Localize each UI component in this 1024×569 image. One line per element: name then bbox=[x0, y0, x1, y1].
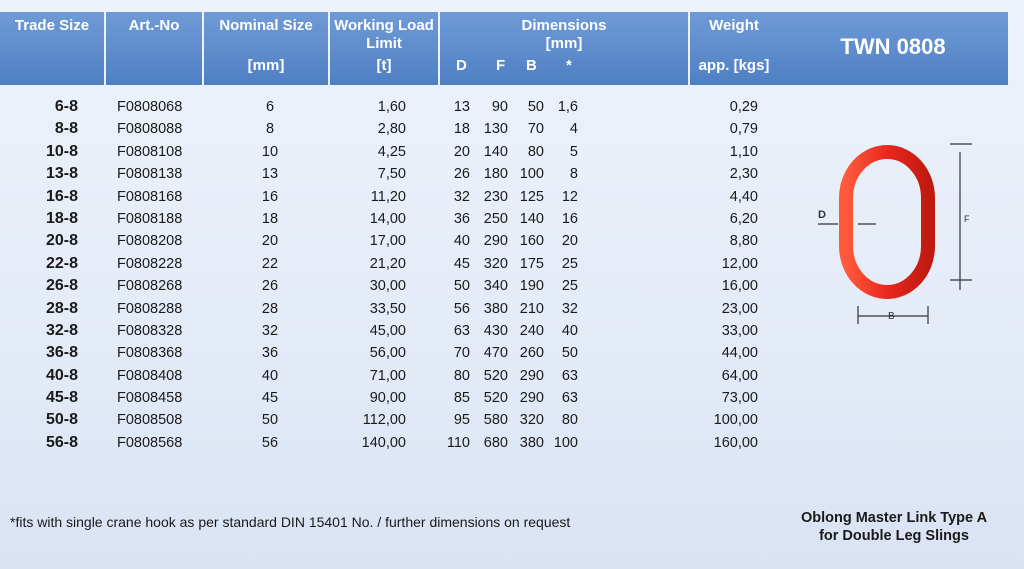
dim-f-cell: 230 bbox=[483, 188, 508, 205]
wll-cell: 1,60 bbox=[377, 99, 406, 115]
dim-b-cell: 80 bbox=[527, 143, 544, 160]
dim-d-cell: 80 bbox=[453, 367, 470, 384]
wll-cell: 21,20 bbox=[369, 255, 406, 272]
table-row bbox=[0, 298, 778, 320]
header-wll-unit: [t] bbox=[376, 57, 392, 74]
trade-size-cell: 45-8 bbox=[45, 389, 78, 407]
wll-cell: 71,00 bbox=[369, 367, 406, 384]
weight-cell: 0,29 bbox=[729, 99, 758, 115]
weight-cell: 33,00 bbox=[721, 322, 758, 339]
art-no-cell: F0808458 bbox=[117, 390, 183, 407]
dim-star-cell: 25 bbox=[561, 278, 578, 295]
weight-cell: 16,00 bbox=[721, 278, 758, 295]
table-row bbox=[0, 387, 778, 409]
table-row bbox=[0, 186, 778, 208]
header-dim-d: D bbox=[456, 57, 467, 74]
header-dimensions-unit: [mm] bbox=[545, 35, 583, 52]
dim-f-cell: 380 bbox=[483, 300, 508, 317]
trade-size-cell: 36-8 bbox=[45, 344, 78, 362]
dim-f-cell: 140 bbox=[483, 143, 508, 160]
art-no-cell: F0808208 bbox=[117, 233, 183, 250]
nominal-size-cell: 40 bbox=[261, 367, 279, 384]
table-row bbox=[0, 320, 778, 342]
trade-size-cell: 32-8 bbox=[45, 321, 78, 339]
dim-f-cell: 180 bbox=[483, 166, 508, 183]
art-no-cell: F0808108 bbox=[117, 143, 183, 160]
dim-f-cell: 580 bbox=[483, 412, 508, 429]
dimension-d-label: D bbox=[818, 209, 826, 221]
table-row bbox=[0, 342, 778, 364]
dimension-f-label: F bbox=[964, 214, 970, 224]
weight-cell: 12,00 bbox=[721, 255, 758, 272]
trade-size-cell: 20-8 bbox=[45, 232, 78, 250]
dim-d-cell: 110 bbox=[446, 434, 470, 451]
nominal-size-cell: 18 bbox=[261, 210, 279, 227]
header-dimensions-label bbox=[440, 17, 688, 53]
trade-size-cell: 10-8 bbox=[45, 142, 78, 160]
wll-cell: 90,00 bbox=[369, 390, 406, 407]
table-row bbox=[0, 409, 778, 431]
art-no-cell: F0808568 bbox=[117, 434, 183, 451]
model-code: TWN 0808 bbox=[840, 34, 946, 59]
nominal-size-cell: 22 bbox=[261, 255, 279, 272]
weight-cell: 0,79 bbox=[729, 121, 758, 138]
art-no-cell: F0808508 bbox=[117, 412, 183, 429]
master-link-diagram bbox=[810, 140, 990, 330]
dim-b-cell: 260 bbox=[519, 345, 544, 362]
wll-cell: 17,00 bbox=[369, 233, 406, 250]
nominal-size-cell: 32 bbox=[261, 322, 279, 339]
header-dimensions-title: Dimensions bbox=[521, 17, 607, 34]
header-dim-star: * bbox=[566, 57, 572, 74]
weight-cell: 1,10 bbox=[729, 143, 758, 160]
dim-d-cell: 50 bbox=[453, 278, 470, 295]
weight-cell: 8,80 bbox=[729, 233, 758, 250]
dim-b-cell: 320 bbox=[519, 412, 544, 429]
nominal-size-cell: 6 bbox=[265, 99, 275, 115]
wll-cell: 56,00 bbox=[369, 345, 406, 362]
header-wll-line2: Limit bbox=[366, 35, 402, 52]
weight-cell: 6,20 bbox=[729, 210, 758, 227]
table-row bbox=[0, 141, 778, 163]
table-row bbox=[0, 275, 778, 297]
oblong-link-shape bbox=[846, 152, 928, 292]
dim-f-cell: 470 bbox=[483, 345, 508, 362]
footnote: *fits with single crane hook as per standard DIN 15401 No. / further dimensions on request bbox=[10, 514, 571, 530]
table-row bbox=[0, 230, 778, 252]
dim-f-cell: 680 bbox=[483, 434, 508, 451]
wll-cell: 112,00 bbox=[362, 412, 406, 429]
dim-b-cell: 290 bbox=[519, 390, 544, 407]
header-wll-line1: Working Load bbox=[334, 17, 434, 34]
dim-star-cell: 20 bbox=[561, 233, 578, 250]
header-art-no bbox=[106, 12, 202, 85]
header-weight-label: Weight bbox=[709, 17, 759, 34]
dim-d-cell: 63 bbox=[453, 322, 470, 339]
wll-cell: 14,00 bbox=[369, 210, 406, 227]
dimension-b-label: B bbox=[888, 311, 895, 322]
header-nominal-unit: [mm] bbox=[247, 57, 285, 74]
dim-d-cell: 26 bbox=[453, 166, 470, 183]
trade-size-cell: 8-8 bbox=[54, 120, 78, 138]
table-body bbox=[0, 96, 778, 454]
dim-star-cell: 32 bbox=[561, 300, 578, 317]
dim-d-cell: 36 bbox=[453, 210, 470, 227]
nominal-size-cell: 45 bbox=[261, 390, 279, 407]
art-no-cell: F0808328 bbox=[117, 322, 183, 339]
weight-cell: 64,00 bbox=[721, 367, 758, 384]
dim-b-cell: 160 bbox=[519, 233, 544, 250]
dim-star-cell: 80 bbox=[561, 412, 578, 429]
header-dim-b: B bbox=[526, 57, 537, 74]
weight-cell: 23,00 bbox=[721, 300, 758, 317]
dim-star-cell: 100 bbox=[553, 434, 578, 451]
product-caption bbox=[784, 509, 1004, 545]
table-row bbox=[0, 118, 778, 140]
nominal-size-cell: 20 bbox=[261, 233, 279, 250]
weight-cell: 100,00 bbox=[713, 412, 758, 429]
dim-star-cell: 63 bbox=[561, 390, 578, 407]
dim-d-cell: 13 bbox=[453, 99, 470, 115]
dim-b-cell: 175 bbox=[519, 255, 544, 272]
table-row bbox=[0, 163, 778, 185]
dim-star-cell: 5 bbox=[569, 143, 578, 160]
dim-d-cell: 85 bbox=[453, 390, 470, 407]
wll-cell: 11,20 bbox=[370, 188, 406, 205]
dim-b-cell: 140 bbox=[519, 210, 544, 227]
art-no-cell: F0808188 bbox=[117, 210, 183, 227]
dim-f-cell: 90 bbox=[491, 99, 508, 115]
dim-star-cell: 25 bbox=[561, 255, 578, 272]
dim-star-cell: 12 bbox=[561, 188, 578, 205]
nominal-size-cell: 28 bbox=[261, 300, 279, 317]
art-no-cell: F0808288 bbox=[117, 300, 183, 317]
dim-f-cell: 320 bbox=[483, 255, 508, 272]
trade-size-cell: 28-8 bbox=[45, 299, 78, 317]
dim-d-cell: 56 bbox=[453, 300, 470, 317]
dim-b-cell: 100 bbox=[519, 166, 544, 183]
nominal-size-cell: 36 bbox=[261, 345, 279, 362]
nominal-size-cell: 10 bbox=[261, 143, 279, 160]
trade-size-cell: 6-8 bbox=[54, 98, 78, 115]
trade-size-cell: 40-8 bbox=[45, 366, 78, 384]
header-nominal-size bbox=[204, 12, 328, 85]
trade-size-cell: 18-8 bbox=[45, 209, 78, 227]
dim-b-cell: 380 bbox=[519, 434, 544, 451]
dim-b-cell: 210 bbox=[519, 300, 544, 317]
dim-star-cell: 8 bbox=[569, 166, 578, 183]
nominal-size-cell: 26 bbox=[261, 278, 279, 295]
model-header bbox=[778, 12, 1008, 85]
dim-f-cell: 250 bbox=[483, 210, 508, 227]
dim-d-cell: 45 bbox=[453, 255, 470, 272]
dim-f-cell: 290 bbox=[483, 233, 508, 250]
nominal-size-cell: 50 bbox=[261, 412, 279, 429]
wll-cell: 33,50 bbox=[369, 300, 406, 317]
wll-cell: 30,00 bbox=[369, 278, 406, 295]
art-no-cell: F0808408 bbox=[117, 367, 183, 384]
wll-cell: 140,00 bbox=[361, 434, 406, 451]
header-wll-label bbox=[330, 17, 438, 53]
nominal-size-cell: 8 bbox=[265, 121, 275, 138]
trade-size-cell: 50-8 bbox=[45, 411, 78, 429]
dim-star-cell: 16 bbox=[561, 210, 578, 227]
caption-line2: for Double Leg Slings bbox=[819, 528, 969, 544]
dim-star-cell: 1,6 bbox=[557, 99, 578, 115]
nominal-size-cell: 56 bbox=[261, 434, 279, 451]
table-row bbox=[0, 253, 778, 275]
dim-d-cell: 20 bbox=[453, 143, 470, 160]
table-row bbox=[0, 365, 778, 387]
table-row bbox=[0, 432, 778, 454]
dim-star-cell: 63 bbox=[561, 367, 578, 384]
header-dimensions bbox=[440, 12, 688, 85]
weight-cell: 2,30 bbox=[729, 166, 758, 183]
art-no-cell: F0808268 bbox=[117, 278, 183, 295]
wll-cell: 7,50 bbox=[377, 166, 406, 183]
weight-cell: 44,00 bbox=[721, 345, 758, 362]
dim-b-cell: 190 bbox=[519, 278, 544, 295]
art-no-cell: F0808068 bbox=[117, 99, 183, 115]
wll-cell: 4,25 bbox=[377, 143, 406, 160]
dim-d-cell: 18 bbox=[453, 121, 470, 138]
dim-d-cell: 95 bbox=[453, 412, 470, 429]
art-no-cell: F0808168 bbox=[117, 188, 183, 205]
dim-f-cell: 520 bbox=[483, 367, 508, 384]
dim-f-cell: 520 bbox=[483, 390, 508, 407]
dim-star-cell: 40 bbox=[561, 322, 578, 339]
wll-cell: 45,00 bbox=[369, 322, 406, 339]
weight-cell: 73,00 bbox=[721, 390, 758, 407]
dim-f-cell: 340 bbox=[483, 278, 508, 295]
art-no-cell: F0808088 bbox=[117, 121, 183, 138]
table-row bbox=[0, 96, 778, 118]
dim-d-cell: 70 bbox=[453, 345, 470, 362]
nominal-size-cell: 13 bbox=[261, 166, 279, 183]
header-dim-f: F bbox=[496, 57, 506, 74]
dim-b-cell: 50 bbox=[527, 99, 544, 115]
dim-star-cell: 50 bbox=[561, 345, 578, 362]
dim-d-cell: 32 bbox=[453, 188, 470, 205]
weight-cell: 160,00 bbox=[713, 434, 758, 451]
dim-b-cell: 70 bbox=[527, 121, 544, 138]
wll-cell: 2,80 bbox=[377, 121, 406, 138]
art-no-cell: F0808368 bbox=[117, 345, 183, 362]
dim-b-cell: 240 bbox=[519, 322, 544, 339]
dim-f-cell: 430 bbox=[483, 322, 508, 339]
nominal-size-cell: 16 bbox=[261, 188, 279, 205]
trade-size-cell: 26-8 bbox=[45, 277, 78, 295]
dim-b-cell: 290 bbox=[519, 367, 544, 384]
header-nominal-size-label: Nominal Size bbox=[219, 17, 313, 34]
header-trade-size bbox=[0, 12, 104, 85]
dim-f-cell: 130 bbox=[483, 121, 508, 138]
weight-cell: 4,40 bbox=[729, 188, 758, 205]
spec-table bbox=[0, 12, 778, 451]
trade-size-cell: 13-8 bbox=[45, 165, 78, 183]
dim-b-cell: 125 bbox=[519, 188, 544, 205]
header-art-no-label: Art.-No bbox=[128, 17, 180, 34]
art-no-cell: F0808138 bbox=[117, 166, 183, 183]
dim-star-cell: 4 bbox=[569, 121, 578, 138]
trade-size-cell: 56-8 bbox=[45, 433, 78, 451]
caption-line1: Oblong Master Link Type A bbox=[800, 510, 988, 526]
header-wll bbox=[330, 12, 438, 85]
header-weight bbox=[690, 12, 778, 85]
header-weight-unit: app. [kgs] bbox=[698, 57, 770, 74]
table-row bbox=[0, 208, 778, 230]
table-header bbox=[0, 12, 778, 85]
trade-size-cell: 16-8 bbox=[45, 187, 78, 205]
header-trade-size-label: Trade Size bbox=[14, 17, 90, 34]
trade-size-cell: 22-8 bbox=[45, 254, 78, 272]
dim-d-cell: 40 bbox=[453, 233, 470, 250]
art-no-cell: F0808228 bbox=[117, 255, 183, 272]
